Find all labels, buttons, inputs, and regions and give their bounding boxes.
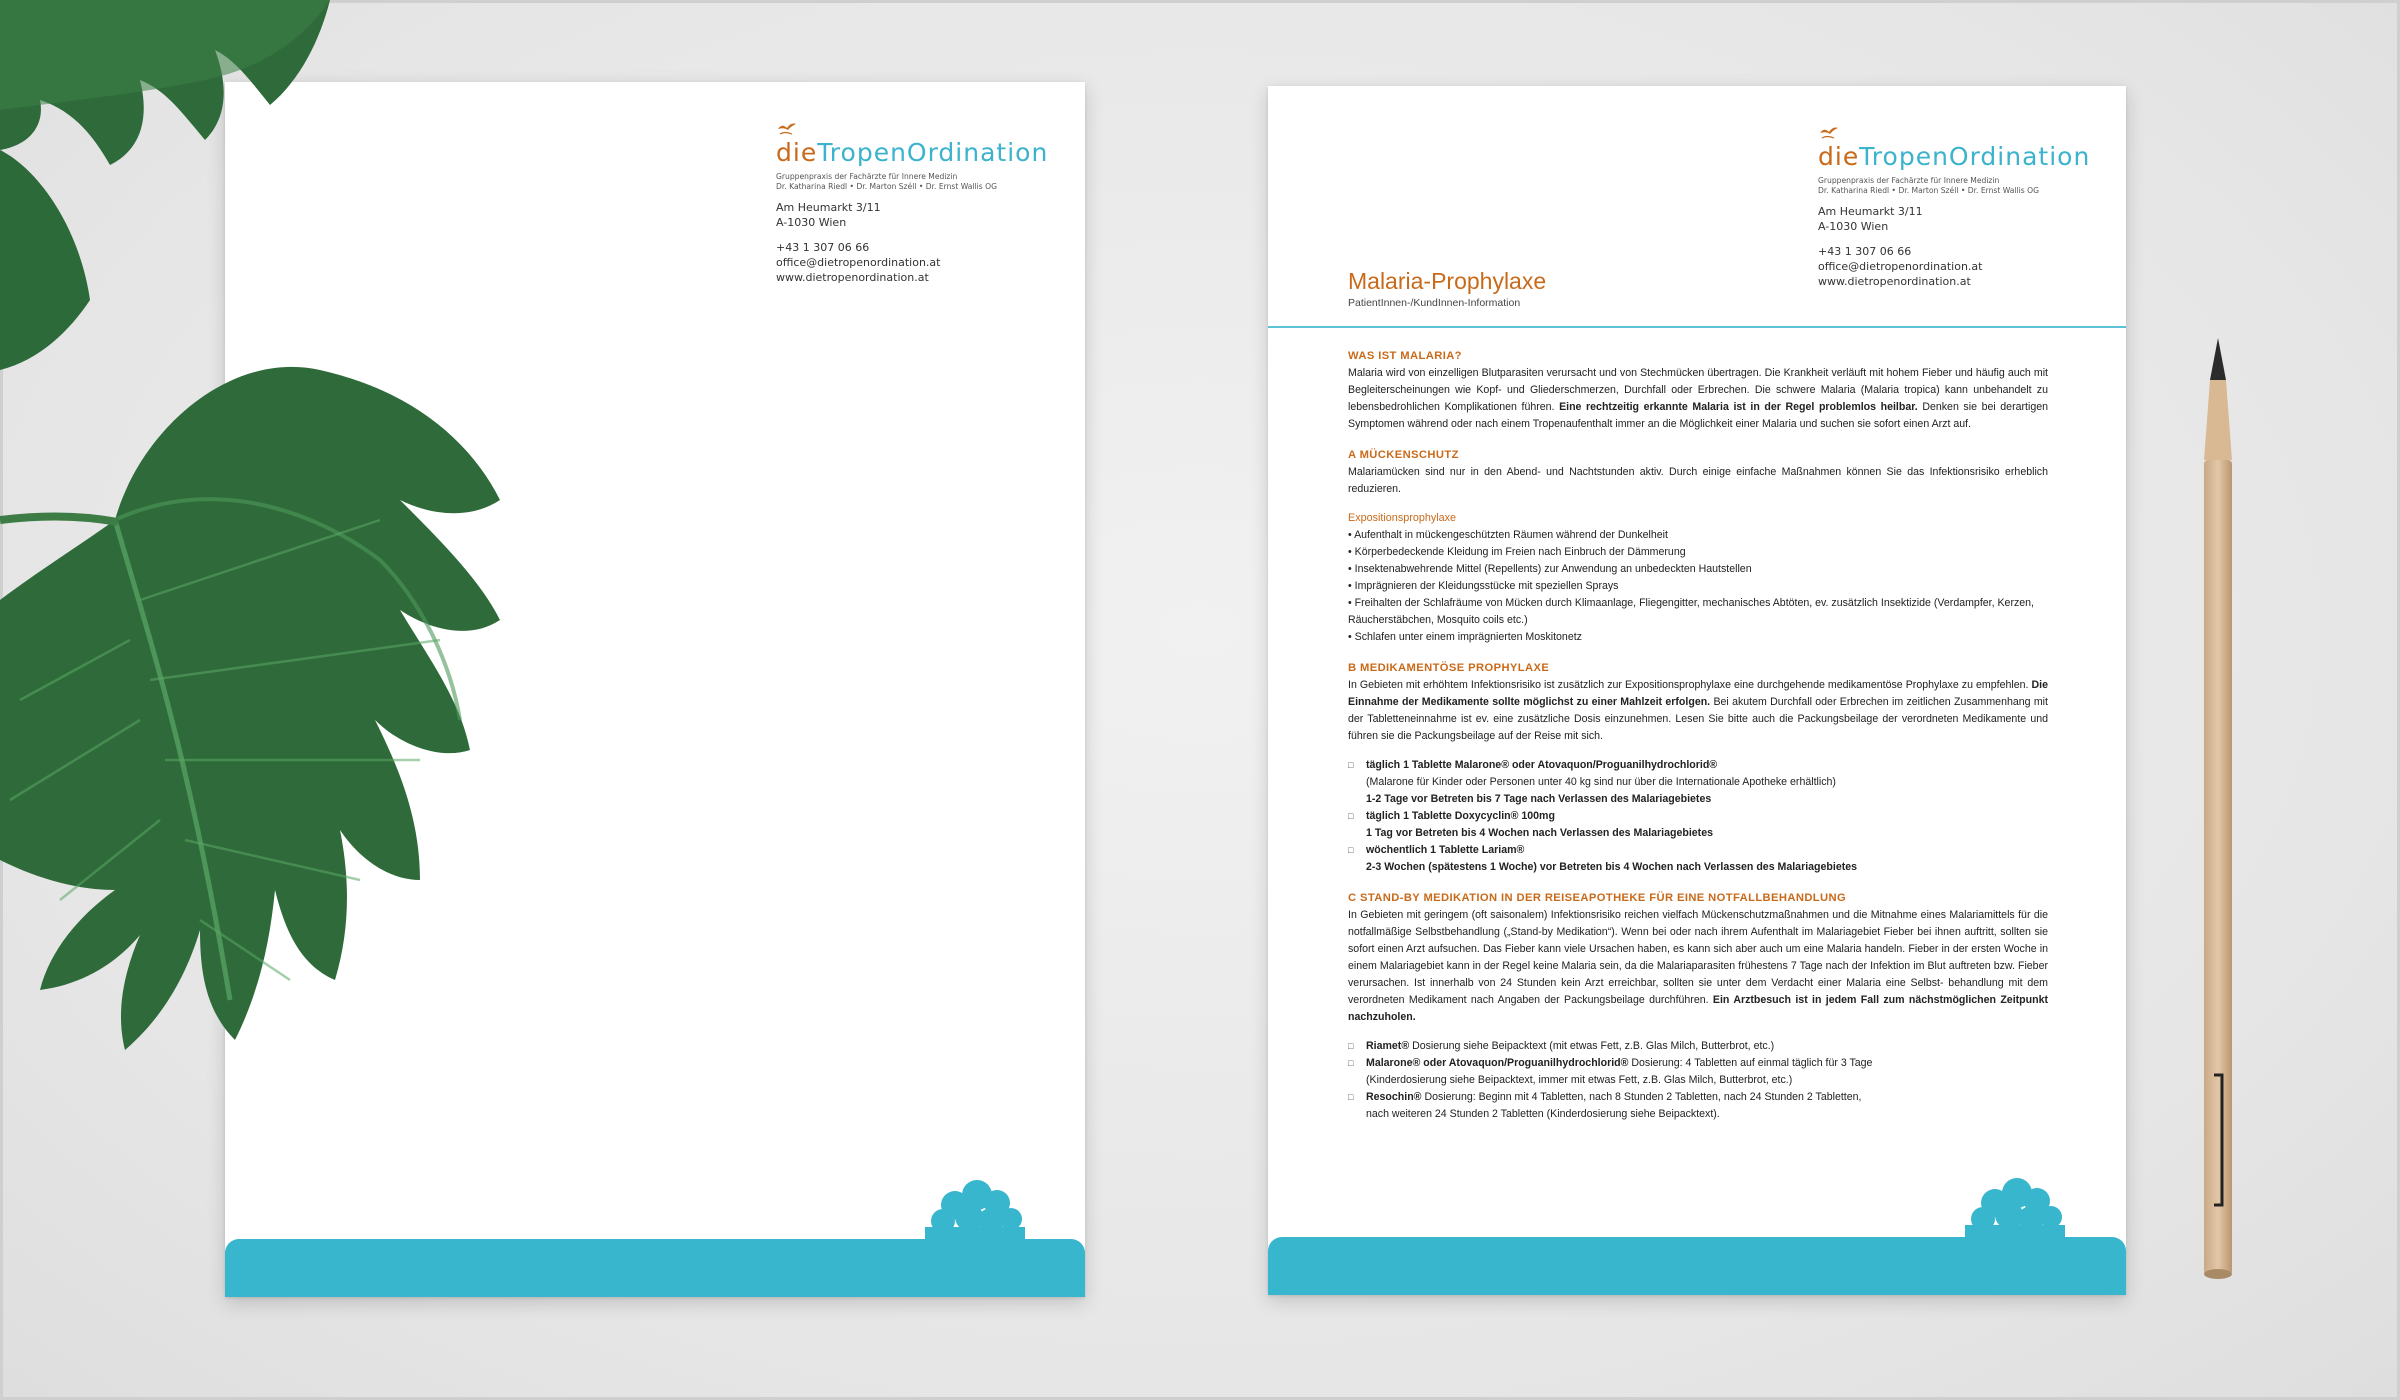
email: office@dietropenordination.at	[1818, 260, 1983, 273]
section-text-mosquito-protection: Malariamücken sind nur in den Abend- und Nachtstunden aktiv. Durch einige einfache Maßnahmen können Sie das Infektionsrisiko erheblich reduzieren.	[1348, 466, 2048, 495]
address-street: Am Heumarkt 3/11	[1818, 205, 1923, 218]
header-divider	[1268, 326, 2126, 328]
list-item: • Körperbedeckende Kleidung im Freien nach Einbruch der Dämmerung	[1348, 544, 2048, 561]
brand-subtitle-line2: Dr. Katharina Riedl • Dr. Marton Széll • Dr. Ernst Wallis OG	[1818, 186, 2040, 195]
section-heading-standby: C STAND-BY MEDIKATION IN DER REISEAPOTHEKE FÜR EINE NOTFALLBEHANDLUNG	[1348, 892, 1847, 904]
section-text-medication	[1348, 677, 2048, 745]
address-block	[776, 200, 940, 285]
brand-prefix: die	[776, 138, 818, 167]
standby-item	[1348, 1089, 2048, 1123]
section-heading-what-is-malaria: WAS IST MALARIA?	[1348, 350, 1462, 362]
footer-band	[1268, 1237, 2126, 1295]
standby-item	[1348, 1038, 2048, 1055]
email: office@dietropenordination.at	[776, 256, 941, 269]
address-block	[1818, 204, 1982, 289]
drug-note: (Kinderdosierung siehe Beipacktext, immer mit etwas Fett, z.B. Glas Milch, Butterbrot, etc.)	[1366, 1074, 1793, 1086]
medication-title: □ täglich 1 Tablette Malarone® oder Atovaquon/Proguanilhydrochlorid®	[1366, 759, 1718, 771]
palm-trees-icon	[1965, 1173, 2065, 1243]
footer-band	[225, 1239, 1085, 1297]
palm-trees-icon	[925, 1175, 1025, 1245]
address-street: Am Heumarkt 3/11	[776, 201, 881, 214]
website: www.dietropenordination.at	[776, 271, 929, 284]
list-item: • Freihalten der Schlafräume von Mücken durch Klimaanlage, Fliegengitter, mechanisches Abtöten, ev. zusätzlich Insektizide (Verdampfer, Kerzen, Räucherstäbchen, Mosquito coils etc.)	[1348, 595, 2048, 629]
medication-item	[1348, 808, 2048, 842]
brand-subtitle	[1818, 176, 2039, 196]
list-item: • Imprägnieren der Kleidungsstücke mit speziellen Sprays	[1348, 578, 2048, 595]
medication-item	[1348, 757, 2048, 808]
section-text-standby	[1348, 907, 2048, 1026]
subheading-exposure-prophylaxis: Expositionsprophylaxe	[1348, 512, 1457, 524]
standby-item	[1348, 1055, 2048, 1089]
medication-title: □ wöchentlich 1 Tablette Lariam®	[1366, 844, 1525, 856]
medication-title: □ täglich 1 Tablette Doxycyclin® 100mg	[1366, 810, 1555, 822]
bird-logo-icon	[1818, 124, 1840, 142]
drug-dosage: Dosierung: Beginn mit 4 Tabletten, nach 8 Stunden 2 Tabletten, nach 24 Stunden 2 Tabletten,	[1421, 1091, 1862, 1103]
medication-timing: 2-3 Wochen (spätestens 1 Woche) vor Betreten bis 4 Wochen nach Verlassen des Malariagebietes	[1366, 861, 1858, 873]
text-run-bold: Ein Arztbesuch ist in jedem Fall zum nächstmöglichen Zeitpunkt nachzuholen.	[1348, 994, 2049, 1023]
medication-item	[1348, 842, 2048, 876]
list-item: • Aufenthalt in mückengeschützten Räumen während der Dunkelheit	[1348, 527, 2048, 544]
brand-subtitle-line1: Gruppenpraxis der Fachärzte für Innere Medizin	[1818, 176, 2000, 185]
address-city: A-1030 Wien	[1818, 220, 1889, 233]
website: www.dietropenordination.at	[1818, 275, 1971, 288]
document-subtitle: PatientInnen-/KundInnen-Information	[1348, 297, 1521, 309]
drug-dosage: Dosierung: 4 Tabletten auf einmal täglich für 3 Tage	[1628, 1057, 1873, 1069]
brand-main: TropenOrdination	[817, 138, 1049, 167]
text-run-bold: Eine rechtzeitig erkannte Malaria ist in der Regel problemlos heilbar.	[1559, 401, 1918, 413]
brand-wordmark	[776, 138, 1048, 167]
medication-timing: 1-2 Tage vor Betreten bis 7 Tage nach Verlassen des Malariagebietes	[1366, 793, 1712, 805]
drug-name: Riamet®	[1366, 1040, 1410, 1052]
text-run: In Gebieten mit geringem (oft saisonalem) Infektionsrisiko reichen vielfach Mückenschutzmaßnahmen und die Mitnahme eines Malariamittels für die notfallmäßige Selbstbehandlung („Stand-by Medikation“). Wenn bei oder nach ihrem Aufenthalt im Malariagebiet Fieber bei ihnen auftritt, sollten sie sofort einen Arzt aufsuchen. Das Fieber kann viele Ursachen haben, es kann sich aber auch um eine Malaria handeln. Fieber in der ersten Woche in einem Malariagebiet kann in der Regel keine Malaria sein, da die Malariaparasiten frühestens 7 Tage nach der Infektion im Blut auftreten bzw. Fieber verursachen. Ist innerhalb von 24 Stunden kein Arzt erreichbar, sollten sie unter dem Verdacht einer Malaria eine Selbst- behandlung mit dem verordneten Medikament nach Angaben der Packungsbeilage durchführen.	[1348, 909, 2048, 1006]
brand-subtitle-line2: Dr. Katharina Riedl • Dr. Marton Széll • Dr. Ernst Wallis OG	[776, 182, 998, 191]
drug-note: nach weiteren 24 Stunden 2 Tabletten (Kinderdosierung siehe Beipacktext).	[1366, 1108, 1720, 1120]
phone: +43 1 307 06 66	[776, 241, 870, 254]
exposure-list	[1348, 527, 2048, 646]
medication-list	[1348, 757, 2048, 876]
brand-wordmark	[1818, 142, 2090, 171]
phone: +43 1 307 06 66	[1818, 245, 1912, 258]
bird-logo-icon	[776, 120, 798, 138]
medication-timing: 1 Tag vor Betreten bis 4 Wochen nach Verlassen des Malariagebietes	[1366, 827, 1713, 839]
brand-subtitle	[776, 172, 997, 192]
brand-subtitle-line1: Gruppenpraxis der Fachärzte für Innere Medizin	[776, 172, 958, 181]
list-item: • Schlafen unter einem imprägnierten Moskitonetz	[1348, 629, 2048, 646]
address-city: A-1030 Wien	[776, 216, 847, 229]
malaria-info-sheet	[1268, 86, 2126, 1295]
drug-name: Resochin®	[1366, 1091, 1422, 1103]
section-heading-medication: B MEDIKAMENTÖSE PROPHYLAXE	[1348, 662, 1550, 674]
list-item: • Insektenabwehrende Mittel (Repellents) zur Anwendung an unbedeckten Hautstellen	[1348, 561, 2048, 578]
medication-note: (Malarone für Kinder oder Personen unter 40 kg sind nur über die Internationale Apotheke erhältlich)	[1366, 776, 1836, 788]
pencil-icon	[2190, 330, 2246, 1290]
monstera-leaf-icon	[0, 0, 560, 1140]
section-text-what-is-malaria	[1348, 365, 2048, 433]
brand-main: TropenOrdination	[1859, 142, 2091, 171]
document-title: Malaria-Prophylaxe	[1348, 268, 1547, 294]
document-body	[1348, 348, 2048, 1123]
text-run: Denken sie bei derartigen Symptomen während oder nach einem Tropenaufenthalt immer an die Möglichkeit einer Malaria und suchen sie sofort einen Arzt auf.	[1348, 401, 2048, 430]
brand-prefix: die	[1818, 142, 1860, 171]
text-run: Bei akutem Durchfall oder Erbrechen im zeitlichen Zusammenhang mit der Tabletteneinnahme ist ev. eine zusätzliche Dosis einzunehmen. Lesen Sie bitte auch die Packungsbeilage der verordneten Medikamente und führen sie die Packungsbeilage auf der Reise mit sich.	[1348, 696, 2048, 742]
drug-dosage: Dosierung siehe Beipacktext (mit etwas Fett, z.B. Glas Milch, Butterbrot, etc.)	[1409, 1040, 1775, 1052]
standby-medication-list	[1348, 1038, 2048, 1123]
text-run: Malaria wird von einzelligen Blutparasiten verursacht und von Stechmücken übertragen. Die Krankheit verläuft mit hohem Fieber und häufig auch mit Begleiterscheinungen wie Kopf- und Gliederschmerzen, Durchfall oder Erbrechen. Die schwere Malaria (Malaria tropica) kann unbehandelt zu lebensbedrohlichen Komplikationen führen.	[1348, 367, 2048, 413]
text-run-bold: Die Einnahme der Medikamente sollte möglichst zu einer Mahlzeit erfolgen.	[1348, 679, 2048, 708]
drug-name: Malarone® oder Atovaquon/Proguanilhydrochlorid®	[1366, 1057, 1629, 1069]
section-heading-mosquito-protection: A MÜCKENSCHUTZ	[1348, 449, 1459, 461]
text-run: In Gebieten mit erhöhtem Infektionsrisiko ist zusätzlich zur Expositionsprophylaxe eine durchgehende medikamentöse Prophylaxe zu empfehlen.	[1348, 679, 2032, 691]
